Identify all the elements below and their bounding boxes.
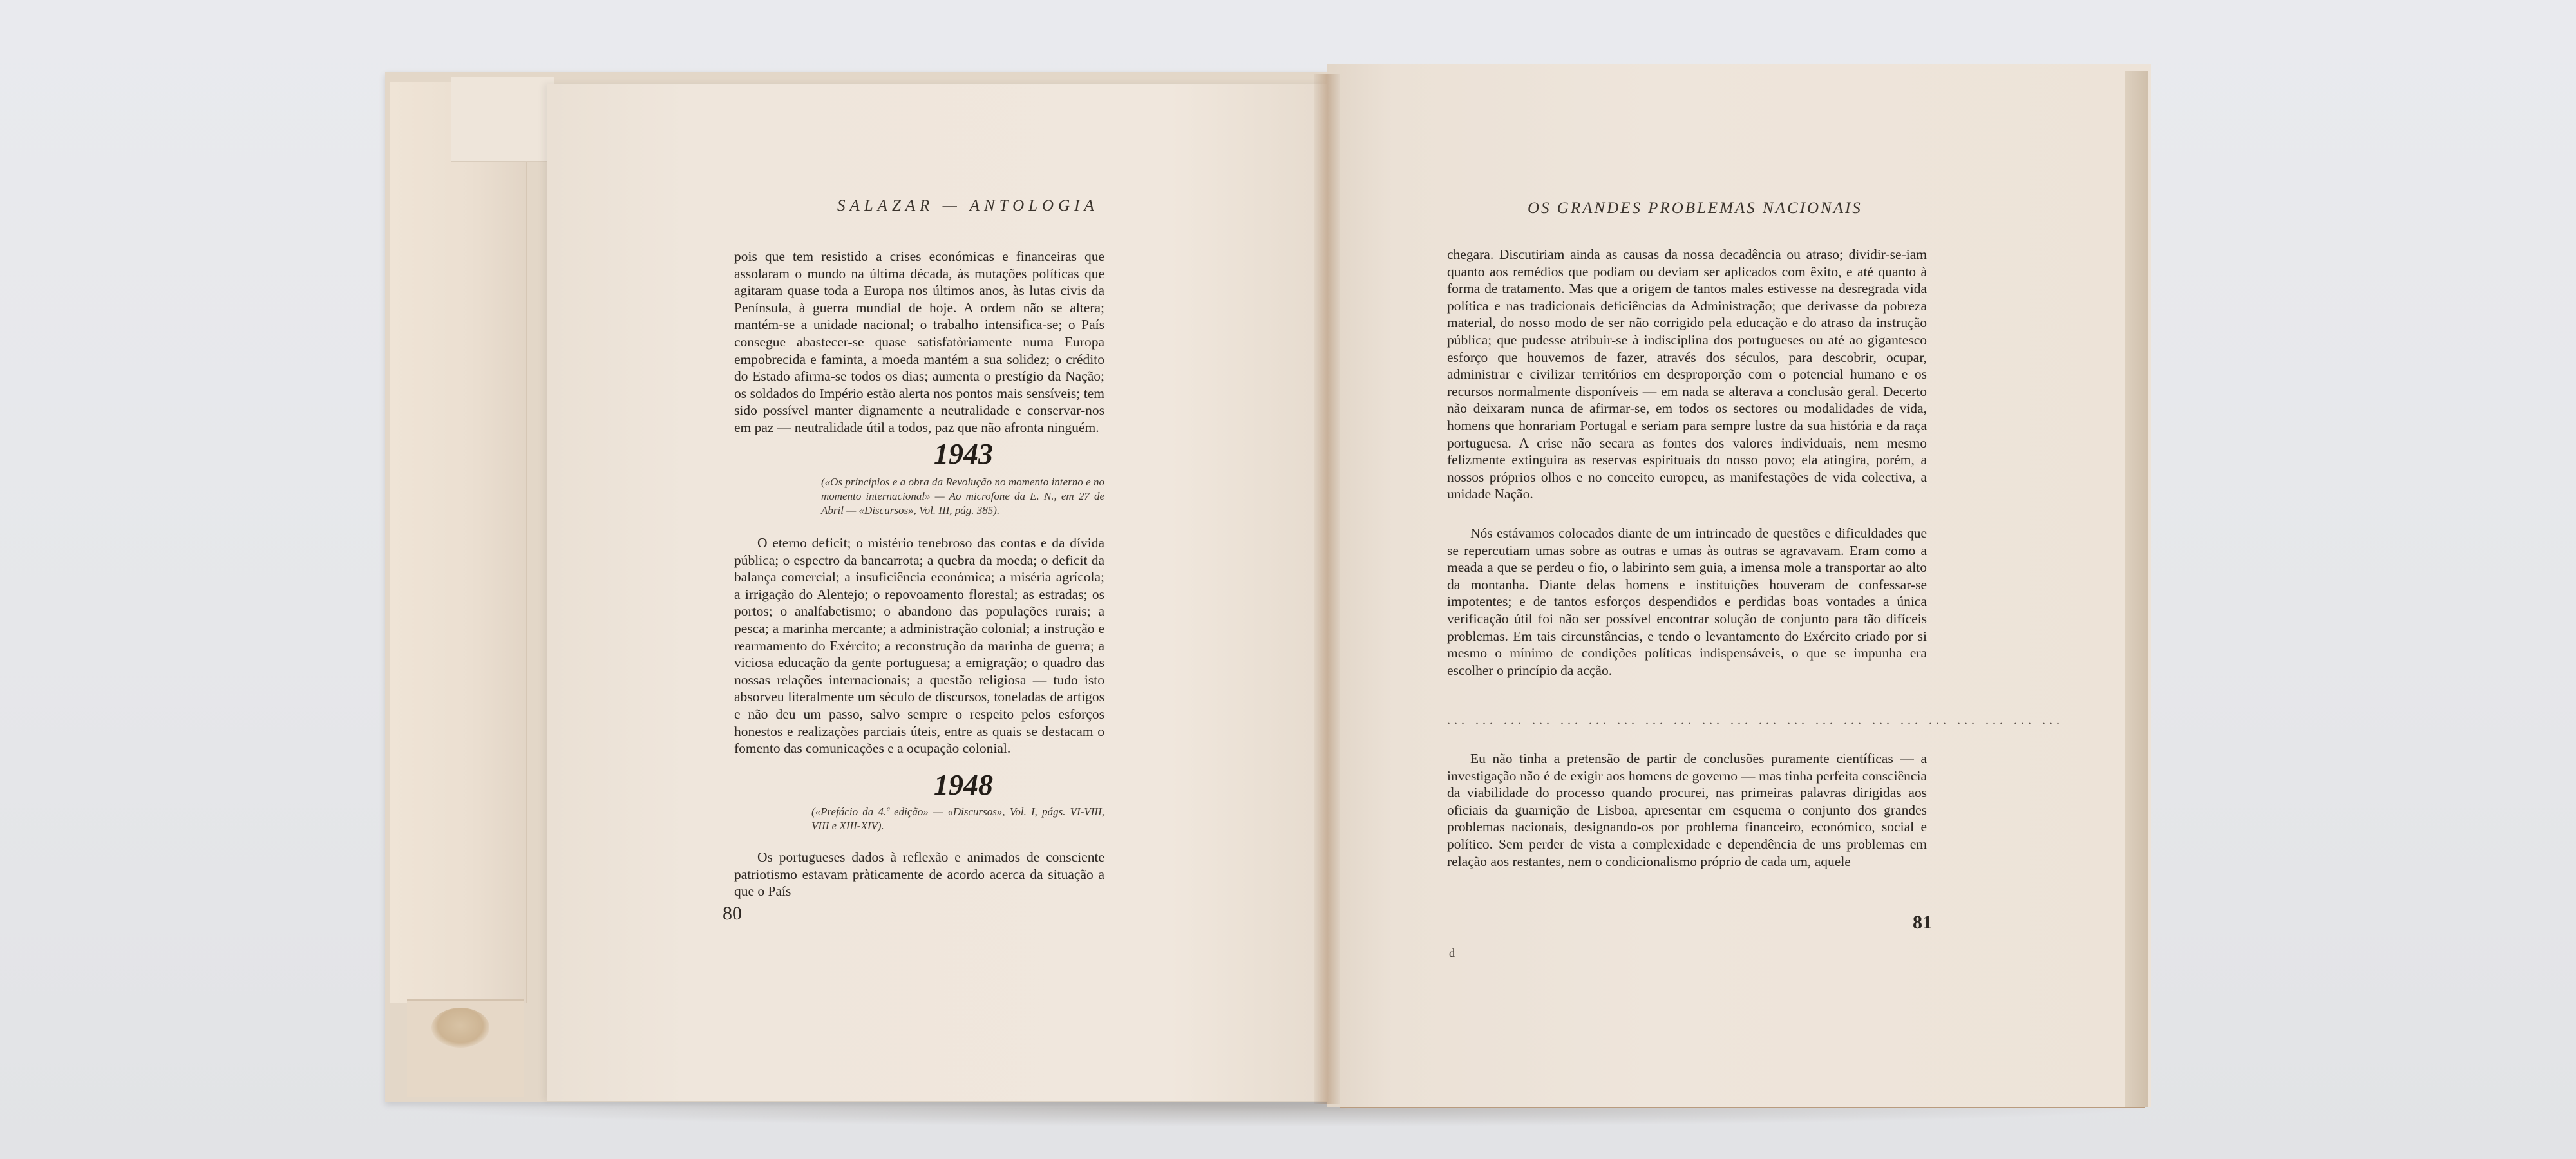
left-page <box>547 84 1327 1101</box>
running-head-right: OS GRANDES PROBLEMAS NACIONAIS <box>1528 200 1862 217</box>
paragraph-text: O eterno deficit; o mistério tenebroso das contas e da dívida pública; o espectro da bancarrota; a quebra da moeda; o deficit da balança comercial; a insuficiência económica; a miséria agrícola; a irrigação do Alentejo; o repovoamento florestal; as estradas; os portos; o analfabetismo; o abandono das populações rurais; a pesca; a marinha mercante; a administração colonial; a instrução e rearmamento do Exército; a reconstrução da marinha de guerra; a viciosa educação da gente portuguesa; a emigração; o quadro das nossas relações internacionais; a questão religiosa — tudo isto absorveu literalmente um século de discursos, toneladas de artigos e não deu um passo, salvo sempre o respeito pelos esforços honestos e realizações parciais úteis, entre as quais se destacam o fomento das comunicações e a ocupação colonial. <box>734 535 1104 757</box>
paragraph-text: Nós estávamos colocados diante de um intrincado de questões e dificuldades que se repercutiam umas sobre as outras e umas às outras se agravavam. Eram como a meada a que se perdeu o fio, o labirinto sem guia, a imensa mole a transportar ao alto da montanha. Diante delas homens e instituições houveram de confessar-se impotentes; e de tantos esforços despendidos e perdidas boas vontades a única verificação útil foi não ser possível encontrar solução de conjunto para tão difíceis problemas. Em tais circunstâncias, e tendo o levantamento do Exército criado por si mesmo o mínimo de condições políticas indispensáveis, o que se impunha era escolher o princípio da acção. <box>1447 525 1927 678</box>
left-paragraph-3 <box>734 849 1104 900</box>
paragraph-text: Eu não tinha a pretensão de partir de conclusões puramente científicas — a investigação não é de exigir aos homens de governo — mas tinha perfeita consciência da viabilidade do processo quando procurei, nas primeiras palavras dirigidas aos oficiais da guarnição de Lisboa, apresentar em esquema o conjunto dos grandes problemas nacionais, designando-os por problema financeiro, económico, social e político. Sem perder de vista a complexidade e dependência de uns problemas em relação aos restantes, nem o condicionalismo próprio de cada um, aquele <box>1447 751 1927 869</box>
paragraph-text: Os portugueses dados à reflexão e animados de consciente patriotismo estavam pràticamente de acordo acerca da situação a que o País <box>734 849 1104 900</box>
right-paragraph-2 <box>1447 525 1927 679</box>
ellipsis-separator: ... ... ... ... ... ... ... ... ... ... ... ... ... ... ... ... ... ... ... ... ... ... <box>1447 713 2063 728</box>
page-number-left: 80 <box>723 903 742 924</box>
running-head-left: SALAZAR — ANTOLOGIA <box>837 197 1099 214</box>
signature-mark: d <box>1449 947 1455 959</box>
left-paragraph-2 <box>734 534 1104 757</box>
cover-flap-top <box>451 77 554 162</box>
source-citation-1943: («Os princípios e a obra da Revolução no momento interno e no momento internacional» — Ao microfone da E. N., em 27 de Abril — «Discursos», Vol. III, pág. 385). <box>821 476 1104 516</box>
paragraph-text: pois que tem resistido a crises económicas e financeiras que assolaram o mundo na última década, às mutações políticas que agitaram quase toda a Europa nos últimos anos, às lutas civis da Península, à guerra mundial de hoje. A ordem não se altera; mantém-se a unidade nacional; o trabalho intensifica-se; o País consegue abastecer-se quase satisfatòriamente numa Europa empobrecida e faminta, a moeda mantém a sua solidez; o crédito do Estado afirma-se todos os dias; aumenta o prestígio da Nação; os soldados do Império estão alerta nos pontos mais sensíveis; tem sido possível manter dignamente a neutralidade e conservar-nos em paz — neutralidade útil a todos, paz que não afronta ninguém. <box>734 249 1104 435</box>
book-gutter <box>1314 74 1340 1104</box>
cover-flap <box>390 82 527 1003</box>
right-paragraph-3 <box>1447 750 1927 870</box>
paper-stain <box>431 1008 489 1048</box>
page-number-right: 81 <box>1913 912 1932 933</box>
paragraph-text: chegara. Discutiriam ainda as causas da nossa decadência ou atraso; dividir-se-iam quanto aos remédios que podiam ou deviam ser aplicados com êxito, e até quanto à forma de tratamento. Mas que a origem de tantos males estivesse na desregrada vida política e nas tradicionais deficiências da Administração; que derivasse da pobreza material, do nosso modo de ser não corrigido pela educação e do atraso da instrução pública; que pudesse atribuir-se à indisciplina dos portugueses ou até ao gigantesco esforço que houvemos de fazer, através dos séculos, para descobrir, ocupar, administrar e civilizar territórios em desproporção com o potencial humano e os recursos normalmente disponíveis — em nada se alterava a conclusão geral. Decerto não deixaram nunca de afirmar-se, em todos os sectores ou modalidades de vida, homens que honrariam Portugal e seriam para sempre lustre da sua história e da raça portuguesa. A crise não secara as fontes dos valores individuais, nem mesmo felizmente extinguira as reservas espirituais do nosso povo; ela atingira, porém, a nossos próprios olhos e no conceito europeu, as manifestações de vida colectiva, a unidade Nação. <box>1447 247 1927 502</box>
year-heading-1943: 1943 <box>934 437 993 470</box>
source-citation-1948: («Prefácio da 4.ª edição» — «Discursos», Vol. I, págs. VI-VIII, VIII e XIII-XIV). <box>811 806 1104 832</box>
right-page <box>1327 64 2151 1107</box>
page-fore-edge <box>2125 71 2148 1107</box>
left-paragraph-1 <box>734 248 1104 437</box>
right-paragraph-1 <box>1447 246 1927 503</box>
year-heading-1948: 1948 <box>934 768 993 801</box>
